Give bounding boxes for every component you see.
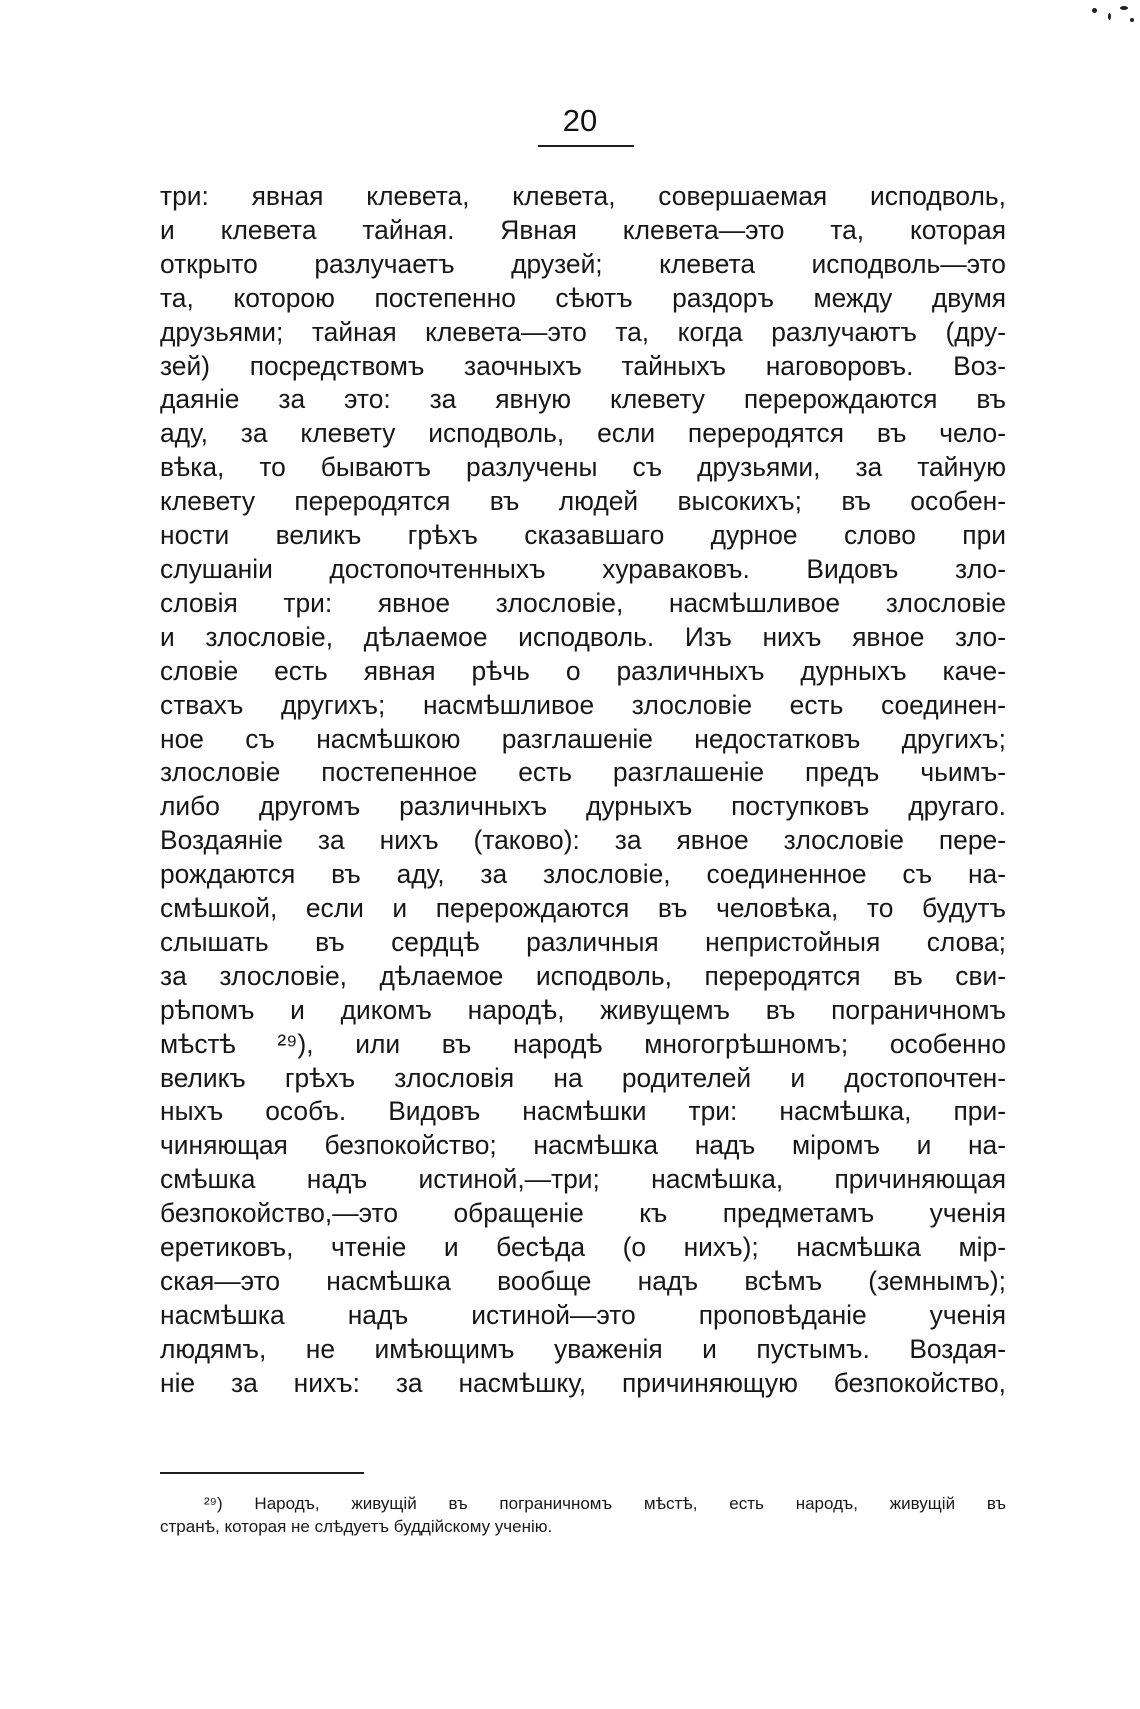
scan-speck (1092, 8, 1097, 13)
text-line: словіе есть явная рѣчь о различныхъ дурныхъ каче- (160, 655, 1006, 686)
text-line: словія три: явное злословіе, насмѣшливое злословіе (160, 587, 1006, 618)
scan-specks (1030, 0, 1140, 50)
text-line: Воздаяніе за нихъ (таково): за явное злословіе пере- (160, 825, 1006, 856)
text-line: ніе за нихъ: за насмѣшку, причиняющую безпокойство, (160, 1367, 1006, 1398)
text-line: смѣшкой, если и перерождаются въ человѣка, то будутъ (160, 893, 1006, 924)
text-line: либо другомъ различныхъ дурныхъ поступковъ другаго. (160, 791, 1006, 822)
text-line: великъ грѣхъ злословія на родителей и достопочтен- (160, 1062, 1006, 1093)
text-line: ская—это насмѣшка вообще надъ всѣмъ (земнымъ); (160, 1266, 1006, 1296)
text-line: вѣка, то бываютъ разлучены съ друзьями, за тайную (160, 452, 1006, 483)
text-line: открыто разлучаетъ друзей; клевета исподволь—это (160, 248, 1006, 279)
text-line: слышать въ сердцѣ различныя непристойныя слова; (160, 926, 1006, 957)
text-line: ности великъ грѣхъ сказавшаго дурное слово при (160, 520, 1006, 551)
text-line: друзьями; тайная клевета—это та, когда разлучаютъ (дру- (160, 316, 1006, 347)
text-line-with-footnote-ref: мѣстѣ ²⁹), или въ народѣ многогрѣшномъ; особенно (160, 1028, 1006, 1059)
text-line: та, которою постепенно сѣютъ раздоръ между двумя (160, 282, 1006, 313)
text-line: насмѣшка надъ истиной—это проповѣданіе ученія (160, 1299, 1006, 1330)
text-line: даяніе за это: за явную клевету перерождаются въ (160, 384, 1006, 415)
text-line: рѣпомъ и дикомъ народѣ, живущемъ въ пограничномъ (160, 994, 1006, 1025)
text-line: еретиковъ, чтеніе и бесѣда (о нихъ); насмѣшка мір- (160, 1232, 1006, 1263)
scan-speck (1120, 6, 1128, 10)
text-line: чиняющая безпокойство; насмѣшка надъ міромъ и на- (160, 1130, 1006, 1161)
text-line: слушаніи достопочтенныхъ хуравaковъ. Видовъ зло- (160, 553, 1006, 584)
text-line: людямъ, не имѣющимъ уваженія и пустымъ. Воздая- (160, 1333, 1006, 1364)
text-line: три: явная клевета, клевета, совершаемая исподволь, (160, 181, 1006, 211)
footnote-line: ²⁹) Народъ, живущій въ пограничномъ мѣстѣ, есть народъ, живущій въ (204, 1494, 1006, 1513)
text-line: смѣшка надъ истиной,—три; насмѣшка, причиняющая (160, 1164, 1006, 1195)
footnote-line: странѣ, которая не слѣдуетъ буддійскому ученію. (160, 1517, 553, 1536)
footnote (160, 1492, 1006, 1538)
main-text (160, 180, 1006, 1401)
scan-speck (1130, 18, 1134, 22)
text-line: клевету переродятся въ людей высокихъ; въ особен- (160, 486, 1006, 517)
text-line: аду, за клевету исподволь, если переродятся въ чело- (160, 418, 1006, 449)
text-line: и злословіе, дѣлаемое исподволь. Изъ нихъ явное зло- (160, 621, 1006, 652)
text-line: злословіе постепенное есть разглашеніе предъ чьимъ- (160, 757, 1006, 788)
page-number: 20 (562, 103, 598, 138)
text-line: зей) посредствомъ заочныхъ тайныхъ наговоровъ. Воз- (160, 350, 1006, 381)
text-line: рождаются въ аду, за злословіе, соединенное съ на- (160, 859, 1006, 890)
text-line: ное съ насмѣшкою разглашеніе недостатковъ другихъ; (160, 723, 1006, 754)
text-line: за злословіе, дѣлаемое исподволь, переродятся въ сви- (160, 960, 1006, 991)
text-line: безпокойство,—это обращеніе къ предметамъ ученія (160, 1198, 1006, 1229)
scan-speck (1108, 13, 1111, 20)
text-line: и клевета тайная. Явная клевета—это та, которая (160, 214, 1006, 245)
footnote-separator (160, 1472, 364, 1474)
text-line: ныхъ особъ. Видовъ насмѣшки три: насмѣшка, при- (160, 1096, 1006, 1127)
text-line: ствахъ другихъ; насмѣшливое злословіе есть соединен- (160, 689, 1006, 720)
page-number-rule (538, 145, 634, 147)
